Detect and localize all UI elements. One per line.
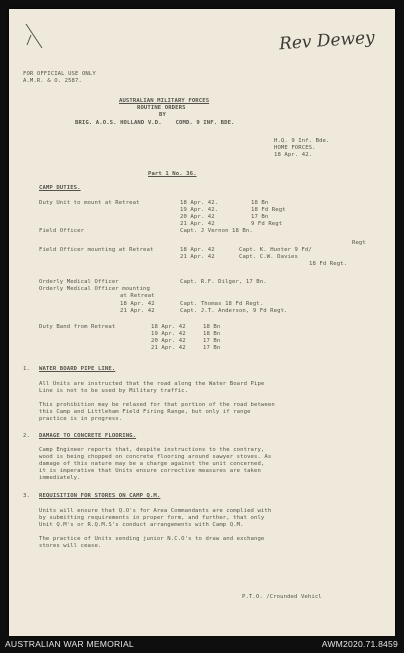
field-officer-retreat-label: Field Officer mounting at Retreat <box>39 247 154 253</box>
medical-officer-retreat-label-cont: at Retreat <box>120 293 155 299</box>
org-heading: AUSTRALIAN MILITARY FORCES <box>119 98 210 104</box>
table-cell-date: 21 Apr. 42 <box>151 345 186 351</box>
paragraph-line: All Units are instructed that the road along the Water Board Pipe <box>39 381 265 387</box>
paragraph-line: Camp Engineer reports that, despite instructions to the contrary, <box>39 447 265 453</box>
document-page <box>9 9 395 636</box>
archive-name: AUSTRALIAN WAR MEMORIAL <box>5 639 134 649</box>
section-heading: WATER BOARD PIPE LINE. <box>39 366 116 372</box>
table-cell-unit: 17 Bn <box>203 345 221 351</box>
table-cell-officer: Capt. C.W. Davies <box>239 254 298 260</box>
field-officer-label: Field Officer <box>39 228 85 234</box>
table-cell-date: 18 Apr. 42. <box>180 200 219 206</box>
table-cell-date: 21 Apr. 42 <box>120 308 155 314</box>
table-cell-date: 18 Apr. 42 <box>120 301 155 307</box>
medical-officer-retreat-label: Orderly Medical Officer mounting <box>39 286 150 292</box>
section-heading: DAMAGE TO CONCRETE FLOORING. <box>39 433 137 439</box>
table-cell-date: 19 Apr. 42. <box>180 207 219 213</box>
table-cell-date: 20 Apr. 42 <box>151 338 186 344</box>
archive-reference: AWM2020.71.8459 <box>321 639 398 649</box>
hq-line: H.Q. 9 Inf. Bde. <box>274 138 330 144</box>
paragraph-line: Unit Q.M's or R.Q.M.S's conduct arrangements with Camp Q.M. <box>39 522 244 528</box>
table-cell-officer: Capt. K. Hunter 9 Fd/ <box>239 247 312 253</box>
table-cell-unit: 18 Bn <box>203 331 221 337</box>
archive-footer <box>0 636 404 653</box>
table-cell-unit: 18 Bn <box>251 200 269 206</box>
table-cell-date: 21 Apr. 42 <box>180 221 215 227</box>
date-line: 18 Apr. 42. <box>274 152 313 158</box>
table-cell-officer: Capt. Thomas 18 Fd Regt. <box>180 301 264 307</box>
field-officer-value: Capt. J Vernon 18 Bn. <box>180 228 253 234</box>
table-cell-unit: 18 Bn <box>203 324 221 330</box>
pto-continuation: P.T.O. /Crounded Vehicl <box>242 594 322 600</box>
table-cell-unit: 18 Fd Regt <box>251 207 286 213</box>
table-cell-unit: 17 Bn <box>203 338 221 344</box>
paragraph-line: This prohibition may be relaxed for that portion of the road between <box>39 402 275 408</box>
orders-title: ROUTINE ORDERS <box>137 105 186 111</box>
section-heading: REQUISITION FOR STORES ON CAMP Q.M. <box>39 493 161 499</box>
section-number: 3. <box>23 493 30 499</box>
medical-officer-label: Orderly Medical Officer <box>39 279 119 285</box>
form-reference: A.M.R. & O. 2587. <box>23 78 82 84</box>
paragraph-line: immediately. <box>39 475 81 481</box>
paragraph-line: this Camp and Littleham Field Firing Range, but only if range <box>39 409 251 415</box>
table-cell-officer: Capt. J.T. Anderson, 9 Fd Regt. <box>180 308 288 314</box>
table-cell-date: 20 Apr. 42 <box>180 214 215 220</box>
location-line: HOME FORCES. <box>274 145 316 151</box>
paragraph-line: practice is in progress. <box>39 416 123 422</box>
paragraph-line: it is imperative that Units ensure corrective measures are taken <box>39 468 261 474</box>
duty-band-label: Duty Band from Retreat <box>39 324 116 330</box>
by-label: BY <box>159 112 166 118</box>
paragraph-line: Line is not to be used by Military traffic. <box>39 388 189 394</box>
table-cell-date: 18 Apr. 42 <box>151 324 186 330</box>
duty-unit-label: Duty Unit to mount at Retreat <box>39 200 140 206</box>
regt-note: Regt <box>352 240 366 246</box>
section-number: 2. <box>23 433 30 439</box>
section-heading: CAMP DUTIES. <box>39 185 81 191</box>
table-cell-unit: 17 Bn <box>251 214 269 220</box>
table-cell-officer-cont: 18 Fd Regt. <box>309 261 348 267</box>
corner-tick-mark <box>23 21 45 51</box>
table-cell-unit: 9 Fd Regt <box>251 221 283 227</box>
handwritten-signature: Rev Dewey <box>278 27 376 55</box>
paragraph-line: wood is being chopped on concrete flooring around sawyer stoves. As <box>39 454 272 460</box>
table-cell-date: 21 Apr. 42 <box>180 254 215 260</box>
paragraph-line: Units will ensure that Q.O's for Area Commandants are complied with <box>39 508 272 514</box>
paragraph-line: by submitting requirements in proper form, and further, that only <box>39 515 265 521</box>
table-cell-date: 18 Apr. 42 <box>180 247 215 253</box>
commander-line: BRIG. A.O.S. HOLLAND V.D. COMD. 9 INF. BDE. <box>75 120 235 126</box>
table-cell-date: 19 Apr. 42 <box>151 331 186 337</box>
medical-officer-value: Capt. R.F. Dilger, 17 Bn. <box>180 279 267 285</box>
restriction-label: FOR OFFICIAL USE ONLY <box>23 71 96 77</box>
paragraph-line: stores will cease. <box>39 543 102 549</box>
paragraph-line: The practice of Units sending junior N.C.O's to draw and exchange <box>39 536 265 542</box>
paragraph-line: damage of this nature may be a charge against the unit concerned, <box>39 461 265 467</box>
section-number: 1. <box>23 366 30 372</box>
part-title: Part 1 No. 36. <box>148 171 197 177</box>
